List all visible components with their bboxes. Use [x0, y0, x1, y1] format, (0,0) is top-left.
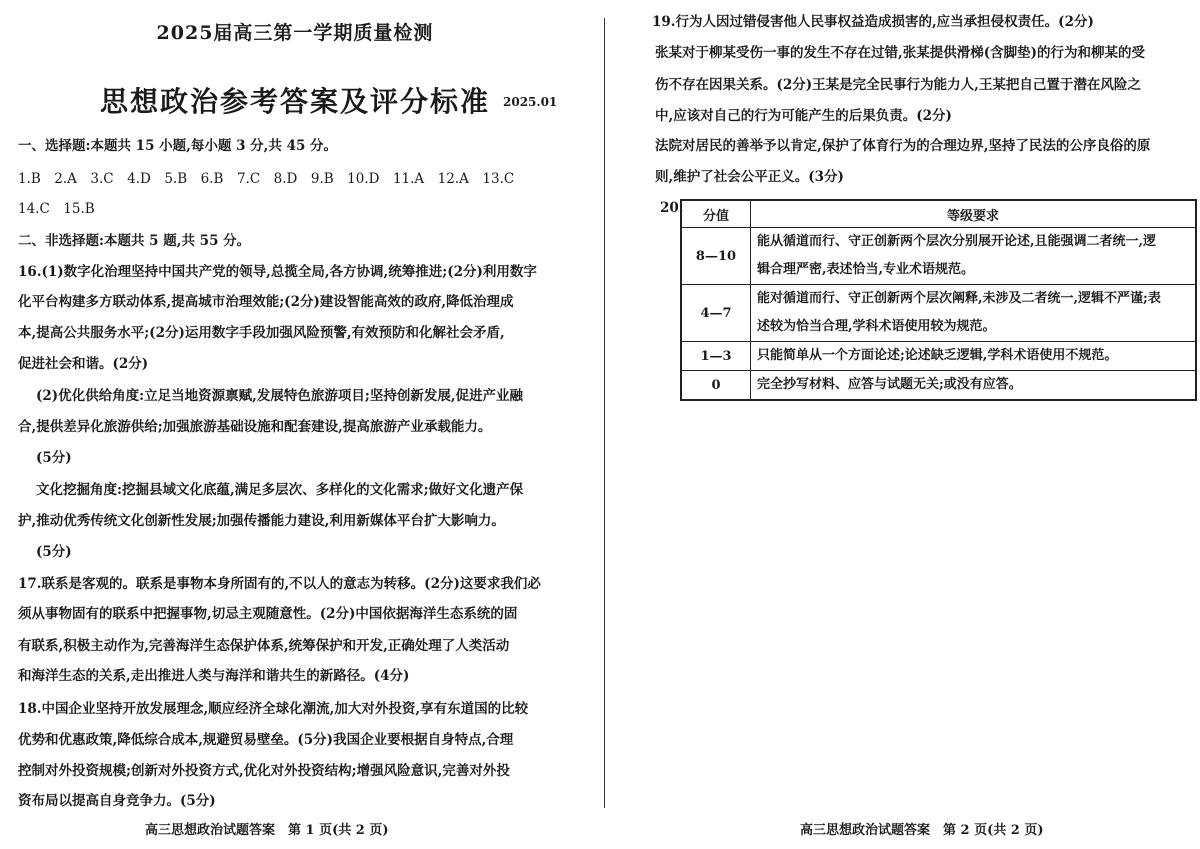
q20-label: 20.: [660, 200, 684, 216]
requirement-cell: [751, 285, 1197, 342]
page-2: [600, 0, 1200, 849]
section-heading-choice: 一、选择题:本题共 15 小题,每小题 3 分,共 45 分。: [18, 138, 338, 154]
score-cell: 1—3: [681, 342, 751, 371]
q17-line: 须从事物固有的联系中把握事物,切忌主观随意性。(2分)中国依据海洋生态系统的固: [18, 606, 518, 622]
q16-line: 本,提高公共服务水平;(2分)运用数字手段加强风险预警,有效预防和化解社会矛盾,: [18, 325, 505, 341]
grading-table: [680, 199, 1197, 401]
table-row: [681, 342, 1196, 371]
requirement-line: 述较为恰当合理,学科术语使用较为规范。: [757, 319, 996, 334]
page-footer: 高三思想政治试题答案 第 1 页(共 2 页): [145, 823, 389, 838]
document-date: 2025.01: [503, 95, 558, 109]
table-header-row: [681, 200, 1196, 228]
score-cell: 4—7: [681, 285, 751, 342]
q17-line: 17.联系是客观的。联系是事物本身所固有的,不以人的意志为转移。(2分)这要求我们必: [18, 576, 541, 592]
table-header-score: 分值: [681, 200, 751, 228]
q18-line: 18.中国企业坚持开放发展理念,顺应经济全球化潮流,加大对外投资,享有东道国的比较: [18, 701, 529, 717]
q18-line: 优势和优惠政策,降低综合成本,规避贸易壁垒。(5分)我国企业要根据自身特点,合理: [18, 732, 514, 748]
answer-key-line: 1.B 2.A 3.C 4.D 5.B 6.B 7.C 8.D 9.B 10.D 11.A 12.A 13.C: [18, 171, 515, 187]
requirement-cell: [751, 342, 1197, 371]
table-row: [681, 371, 1196, 401]
q16-line: (2)优化供给角度:立足当地资源禀赋,发展特色旅游项目;坚持创新发展,促进产业融: [36, 388, 524, 404]
table-row: [681, 228, 1196, 285]
q16-line: (5分): [36, 450, 72, 466]
q17-line: 有联系,积极主动作为,完善海洋生态保护体系,统筹保护和开发,正确处理了人类活动: [18, 638, 510, 654]
q19-line: 19.行为人因过错侵害他人民事权益造成损害的,应当承担侵权责任。(2分): [652, 14, 1094, 30]
q19-line: 法院对居民的善举予以肯定,保护了体育行为的合理边界,坚持了民法的公序良俗的原: [655, 138, 1151, 154]
q16-line: (5分): [36, 544, 72, 560]
q18-line: 控制对外投资规模;创新对外投资方式,优化对外投资结构;增强风险意识,完善对外投: [18, 763, 510, 779]
q16-line: 促进社会和谐。(2分): [18, 356, 149, 372]
q19-line: 张某对于柳某受伤一事的发生不存在过错,张某提供滑梯(含脚垫)的行为和柳某的受: [655, 45, 1145, 61]
document-title: 思想政治参考答案及评分标准: [99, 85, 490, 118]
q16-line: 化平台构建多方联动体系,提高城市治理效能;(2分)建设智能高效的政府,降低治理成: [18, 294, 514, 310]
requirement-line: 只能简单从一个方面论述;论述缺乏逻辑,学科术语使用不规范。: [757, 348, 1118, 363]
q16-line: 16.(1)数字化治理坚持中国共产党的领导,总揽全局,各方协调,统筹推进;(2分)利用数字: [18, 264, 537, 280]
q18-line: 资布局以提高自身竞争力。(5分): [18, 793, 216, 809]
requirement-cell: [751, 371, 1197, 401]
q16-line: 护,推动优秀传统文化创新性发展;加强传播能力建设,利用新媒体平台扩大影响力。: [18, 513, 505, 529]
requirement-cell: [751, 228, 1197, 285]
score-cell: 0: [681, 371, 751, 401]
requirement-line: 完全抄写材料、应答与试题无关;或没有应答。: [757, 377, 1022, 392]
table-header-requirement: 等级要求: [751, 200, 1197, 228]
q19-line: 伤不存在因果关系。(2分)王某是完全民事行为能力人,王某把自己置于潜在风险之: [655, 77, 1141, 93]
requirement-line: 能对循道而行、守正创新两个层次阐释,未涉及二者统一,逻辑不严谨;表: [757, 291, 1161, 306]
q16-line: 文化挖掘角度:挖掘县域文化底蕴,满足多层次、多样化的文化需求;做好文化遗产保: [36, 482, 524, 498]
q19-line: 则,维护了社会公平正义。(3分): [655, 169, 844, 185]
requirement-line: 辑合理严密,表述恰当,专业术语规范。: [757, 262, 975, 277]
score-cell: 8—10: [681, 228, 751, 285]
page-footer: 高三思想政治试题答案 第 2 页(共 2 页): [800, 823, 1044, 838]
exam-title: 2025届高三第一学期质量检测: [156, 22, 434, 44]
table-row: [681, 285, 1196, 342]
requirement-line: 能从循道而行、守正创新两个层次分别展开论述,且能强调二者统一,逻: [757, 234, 1157, 249]
q16-line: 合,提供差异化旅游供给;加强旅游基础设施和配套建设,提高旅游产业承载能力。: [18, 419, 492, 435]
section-heading-essay: 二、非选择题:本题共 5 题,共 55 分。: [18, 233, 251, 249]
q19-line: 中,应该对自己的行为可能产生的后果负责。(2分): [655, 108, 952, 124]
q17-line: 和海洋生态的关系,走出推进人类与海洋和谐共生的新路径。(4分): [18, 668, 410, 684]
answer-key-line: 14.C 15.B: [18, 201, 95, 217]
